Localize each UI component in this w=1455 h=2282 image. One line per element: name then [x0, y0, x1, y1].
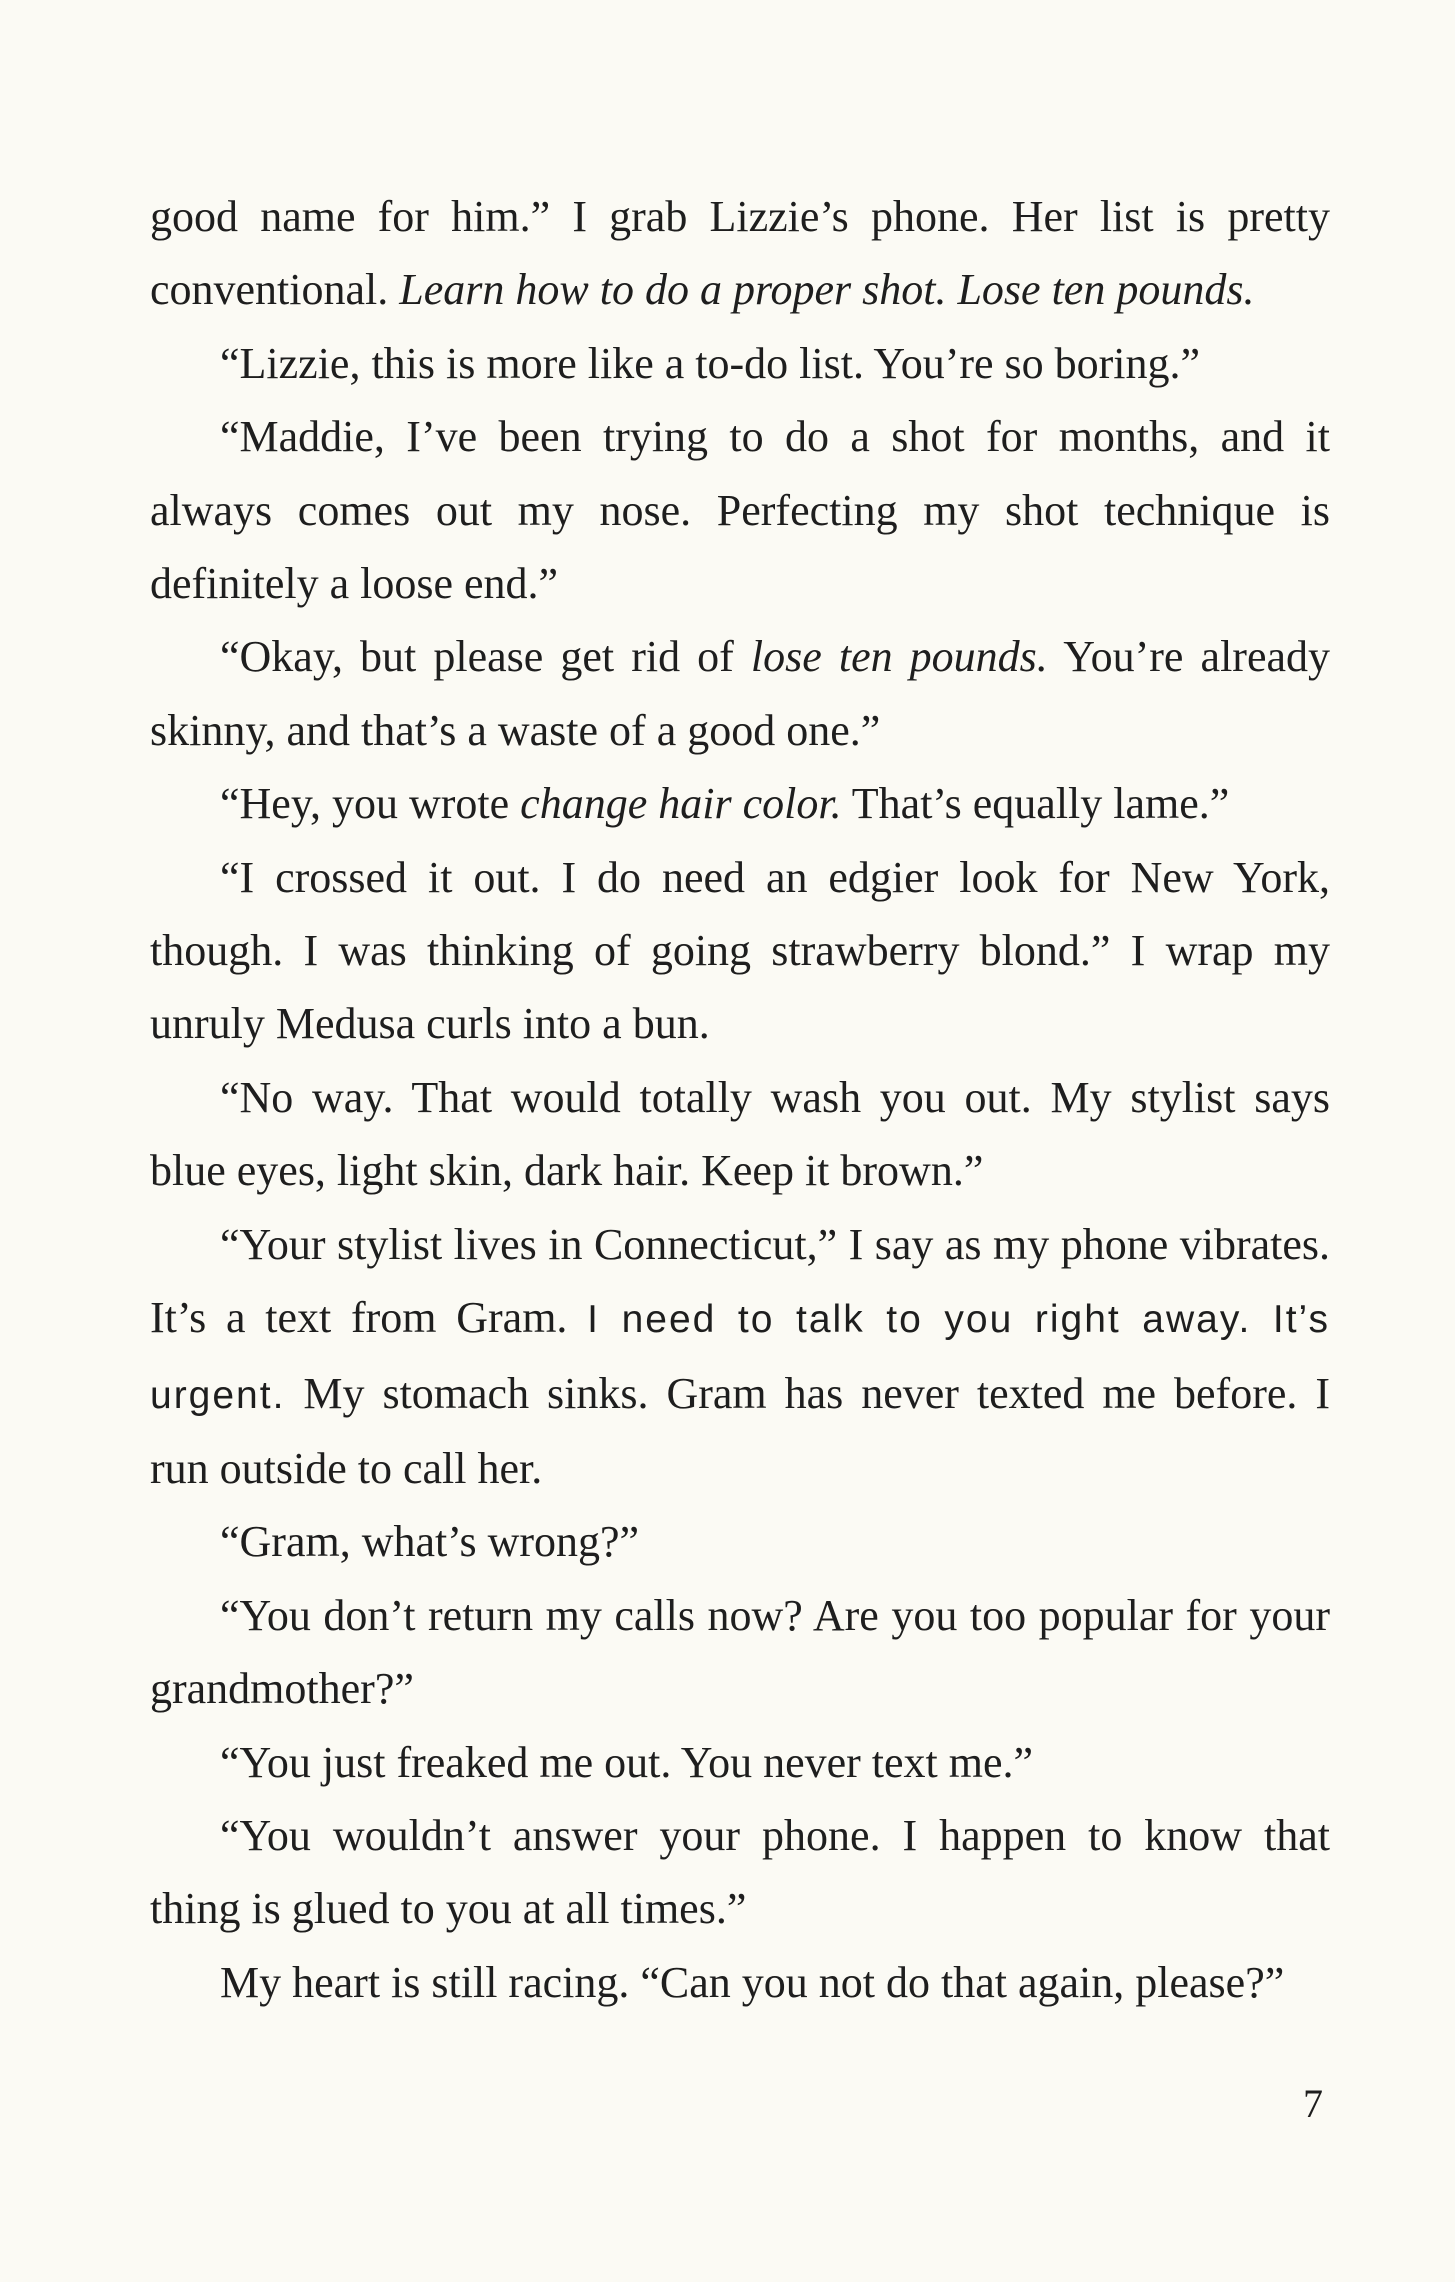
- paragraph-11: “You just freaked me out. You never text me.”: [220, 1737, 1034, 1787]
- paragraph-7: “No way. That would totally wash you out. My stylist says blue eyes, light skin, dark hair. Keep it brown.”: [150, 1072, 1330, 1196]
- italic-lose-ten-pounds: lose ten pounds.: [750, 632, 1048, 682]
- paragraph-2: “Lizzie, this is more like a to-do list. You’re so boring.”: [220, 338, 1201, 388]
- paragraph-9: “Gram, what’s wrong?”: [220, 1517, 640, 1567]
- paragraph-3: “Maddie, I’ve been trying to do a shot for months, and it always comes out my nose. Perfecting my shot technique is definitely a loose end.”: [150, 412, 1330, 609]
- page-number: 7: [1303, 2081, 1323, 2126]
- text-message-from-gram: I need to talk to you right away. It’s urgent.: [150, 1298, 1330, 1417]
- italic-list-items: Learn how to do a proper shot. Lose ten pounds.: [399, 265, 1255, 315]
- page-body: [150, 180, 1330, 2019]
- paragraph-13: My heart is still racing. “Can you not do that again, please?”: [220, 1957, 1285, 2007]
- paragraph-5: “Hey, you wrote change hair color. That’s equally lame.”: [220, 779, 1230, 829]
- paragraph-10: “You don’t return my calls now? Are you too popular for your grandmother?”: [150, 1590, 1330, 1714]
- paragraph-12: “You wouldn’t answer your phone. I happen to know that thing is glued to you at all times.”: [150, 1810, 1330, 1934]
- paragraph-6: “I crossed it out. I do need an edgier look for New York, though. I was thinking of going strawberry blond.” I wrap my unruly Medusa curls into a bun.: [150, 852, 1330, 1049]
- paragraph-8: “Your stylist lives in Connecticut,” I say as my phone vibrates. It’s a text from Gram. I need to talk to you right away. It’s urgent. My stomach sinks. Gram has never texted me before. I run outside to call her.: [150, 1219, 1330, 1493]
- paragraph-1: good name for him.” I grab Lizzie’s phone. Her list is pretty conventional. Learn how to do a proper shot. Lose ten pounds.: [150, 192, 1330, 315]
- italic-change-hair-color: change hair color.: [520, 779, 842, 829]
- paragraph-4: “Okay, but please get rid of lose ten pounds. You’re already skinny, and that’s a waste of a good one.”: [150, 632, 1331, 755]
